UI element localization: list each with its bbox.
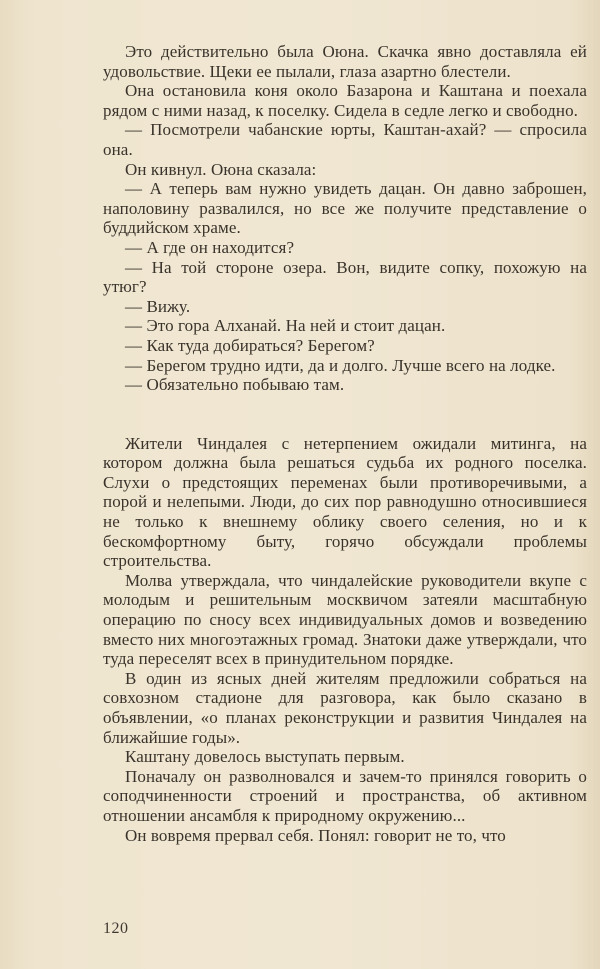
dialogue-line: — А где он находится?: [125, 237, 295, 257]
dialogue-line: — А теперь вам нужно увидеть дацан. Он давно заброшен, наполовину развалился, но все же получите представление о буддийском храме.: [103, 179, 587, 238]
dialogue-line: — Обязательно побываю там.: [125, 375, 345, 395]
dialogue-line: — Вижу.: [125, 296, 191, 316]
paragraph: Поначалу он разволновался и зачем-то принялся говорить о соподчиненности строений и пространства, об активном отношении ансамбля к природному окружению...: [103, 766, 587, 825]
dialogue-line: — На той стороне озера. Вон, видите сопку, похожую на утюг?: [103, 257, 587, 297]
section-break: [103, 395, 587, 434]
dialogue-line: — Это гора Алханай. На ней и стоит дацан.: [125, 316, 446, 336]
dialogue-line: — Берегом трудно идти, да и долго. Лучше всего на лодке.: [125, 355, 556, 375]
paragraph: Она остановила коня около Базарона и Каштана и поехала рядом с ними назад, к поселку. Сидела в седле легко и свободно.: [103, 81, 587, 120]
page-number: 120: [103, 920, 129, 937]
page-text: [103, 42, 587, 845]
dialogue-line: — Как туда добираться? Берегом?: [125, 335, 375, 355]
paragraph: Жители Чиндалея с нетерпением ожидали митинга, на котором должна была решаться судьба их родного поселка. Слухи о предстоящих переменах были противоречивыми, а порой и нелепыми. Люди, до сих пор равнодушно относившиеся не только к внешнему облику своего селения, но и к бескомфортному быту, горячо обсуждали проблемы строительства.: [103, 433, 587, 571]
paragraph: Каштану довелось выступать первым.: [125, 747, 405, 767]
paragraph: Он кивнул. Оюна сказала:: [125, 159, 317, 179]
paragraph: Он вовремя прервал себя. Понял: говорит не то, что: [125, 825, 506, 845]
paragraph: Это действительно была Оюна. Скачка явно доставляла ей удовольствие. Щеки ее пылали, глаза азартно блестели.: [103, 42, 587, 81]
paragraph: В один из ясных дней жителям предложили собраться на совхозном стадионе для разговора, как было сказано в объявлении, «о планах реконструкции и развития Чиндалея на ближайшие годы».: [103, 668, 587, 747]
paragraph: Молва утверждала, что чиндалейские руководители вкупе с молодым и решительным москвичом затеяли масштабную операцию по сносу всех индивидуальных домов и возведению вместо них многоэтажных громад. Знатоки даже утверждали, что туда переселят всех в принудительном порядке.: [103, 570, 587, 669]
dialogue-line: — Посмотрели чабанские юрты, Каштан-ахай? — спросила она.: [103, 120, 587, 159]
